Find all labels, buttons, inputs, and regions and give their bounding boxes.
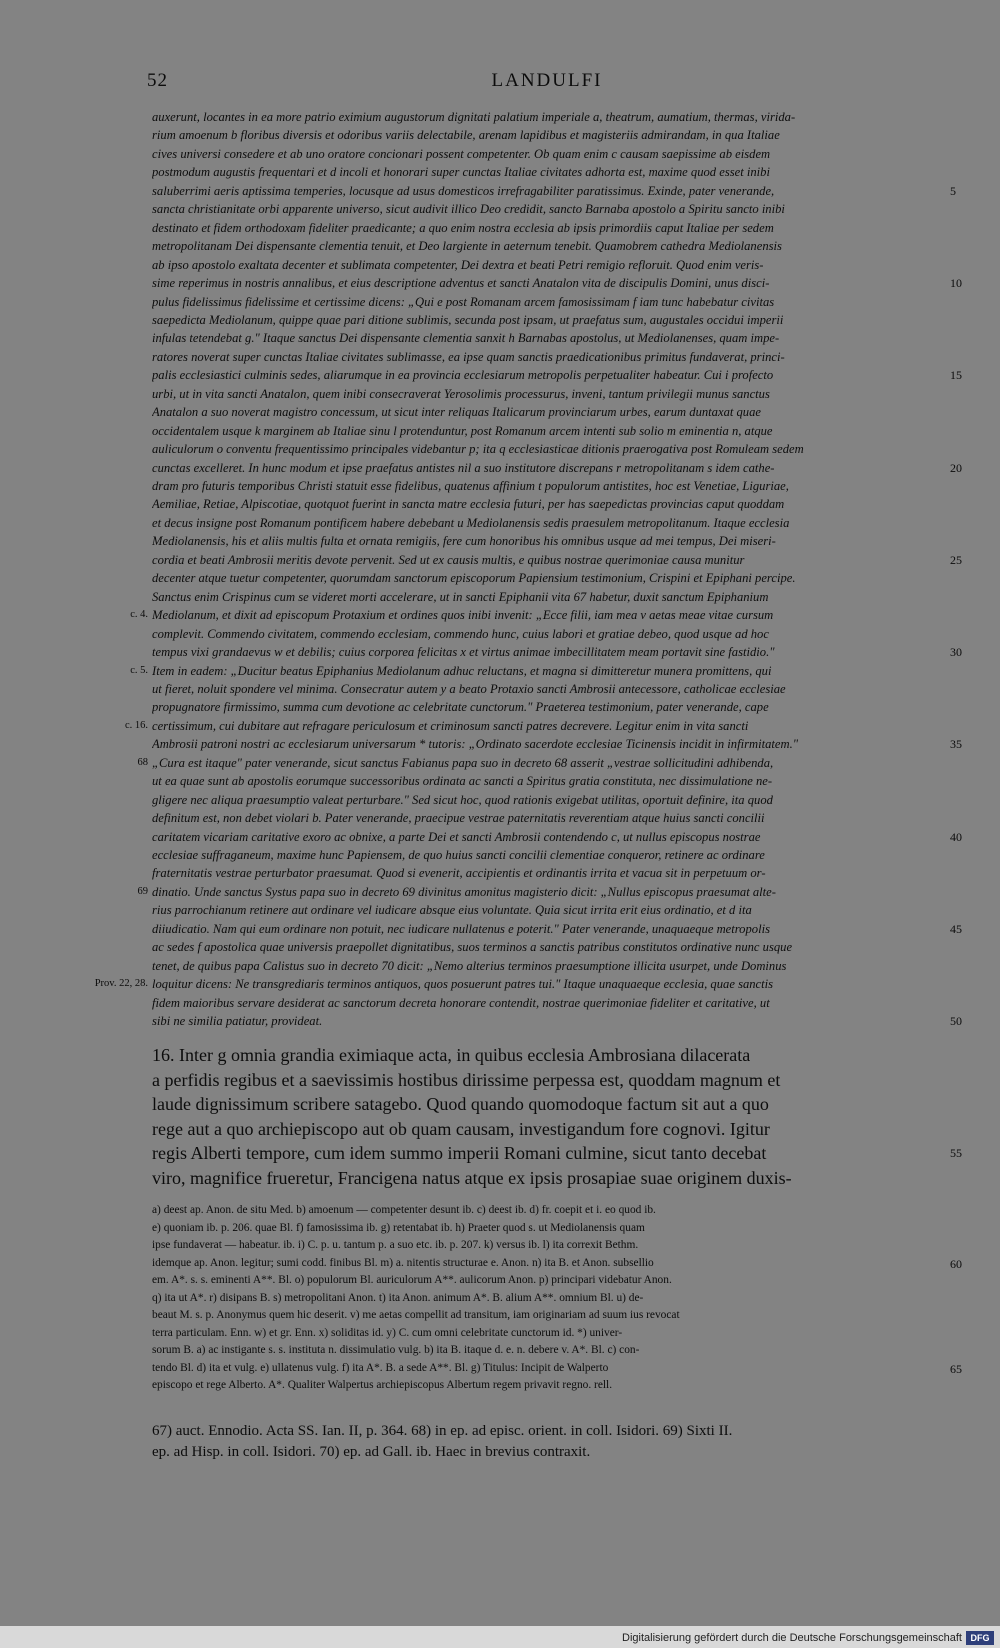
line-text: complevit. Commendo civitatem, commendo ecclesiam, commendo hunc, cuius labori et gratiae debeo, quod usque ad hoc: [152, 626, 769, 641]
footer-credit-text: Digitalisierung gefördert durch die Deutsche Forschungsgemeinschaft: [622, 1632, 962, 1644]
line-text: ratores noverat super cunctas Italiae civitates sublimasse, ea ipse quam sanctis praedicationibus primitus fundaverat, princi-: [152, 349, 785, 364]
line-number: 35: [950, 737, 962, 752]
line-text: occidentalem usque k marginem ab Italiae sinu l protenduntur, post Romanum arcem intenti sub solio m eminentia n, atque: [152, 423, 773, 438]
margin-reference: c. 4.: [130, 609, 148, 621]
line-number: 55: [950, 1146, 962, 1160]
line-text: propugnatore firmissimo, summa cum devotione ac celebritate cunctorum." Praeterea testimonium, pater venerande, cape: [152, 700, 769, 715]
ref-line-text: ep. ad Hisp. in coll. Isidori. 70) ep. ad Gall. ib. Haec in brevius contraxit.: [152, 1444, 591, 1460]
line-text: loquitur dicens: Ne transgrediaris terminos antiquos, quos posuerunt patres tui." Itaque unaquaeque ecclesia, quae sanctis: [152, 977, 774, 992]
note-line-text: e) quoniam ib. p. 206. quae Bl. f) famosissima ib. g) retentabat ib. h) Praeter quod s. ut Mediolanensis quam: [152, 1221, 645, 1234]
line-text: Aemiliae, Retiae, Alpiscotiae, quotquot fuerint in sancta matre ecclesia futuri, per has saepedictas provincias caput quoddam: [152, 497, 785, 512]
line-text: ut ea quae sunt ab apostolis eorumque successoribus ordinata ac sancti a Spiritus gratia constituta, nec dissimulatione ne-: [152, 774, 773, 789]
line-text: Ambrosii patroni nostri ac ecclesiarum universarum * tutoris: „Ordinato sacerdote ecclesiae Ticinensis incidit in infirmitatem.": [152, 737, 799, 752]
line-text: dram pro futuris temporibus Christi statuit esse fidelibus, quatenus affinium t populorum antistites, hoc est Venetiae, Liguriae,: [152, 479, 789, 493]
large-line-text: regis Alberti tempore, cum idem summo imperii Romani culmine, sicut tanto decebat: [152, 1143, 767, 1163]
large-line-text: a perfidis regibus et a saevissimis hostibus dirissime perpessa est, quoddam magnum et: [152, 1069, 781, 1090]
line-text: Mediolanensis, his et aliis multis fulta et ornata remigiis, fere cum honoribus his omnibus usque ad mei tempus, Dei miseri-: [152, 534, 776, 549]
line-text: fidem maioribus servare desiderat ac sanctorum decreta honorare contendit, nostrae querimoniae fideliter et caritative, ut: [152, 995, 770, 1010]
line-text: certissimum, cui dubitare aut refragare periculosum et criminosum sancti patres decrevere. Legitur enim in vita sancti: [152, 718, 749, 733]
margin-reference: 69: [137, 885, 148, 897]
line-text: dinatio. Unde sanctus Systus papa suo in decreto 69 divinitus amonitus magisterio dicit: „Nullus episcopus praesumat alte-: [152, 884, 776, 899]
note-line-text: q) ita ut A*. r) disipans B. s) metropolitani Anon. t) ita Anon. animum A*. B. alium A**. omnium Bl. u) de-: [152, 1291, 644, 1304]
line-number: 50: [950, 1014, 962, 1029]
line-text: postmodum augustis frequentari et d incoli et honorari super cunctas Italiae civitates adhorta est, maxime quod esset inibi: [152, 165, 770, 180]
line-number: 40: [950, 829, 962, 844]
line-number: 65: [950, 1361, 962, 1376]
note-line-text: em. A*. s. s. eminenti A**. Bl. o) populorum Bl. auriculorum A**. aulicorum Anon. p) principari videbatur Anon.: [152, 1274, 672, 1286]
line-text: decenter atque tuetur competenter, quorumdam sanctorum episcoporum Papiensium testimonium, Crispini et Epiphani percipe.: [152, 571, 796, 586]
line-text: „Cura est itaque" pater venerande, sicut sanctus Fabianus papa suo in decreto 68 asserit „vestrae sollicitudini adhibenda,: [152, 755, 774, 770]
line-text: Mediolanum, et dixit ad episcopum Protaxium et ordines quos inibi invenit: „Ecce filii, iam mea v aetas meae vitae cursum: [152, 608, 774, 623]
line-text: sime reperimus in nostris annalibus, et eius descriptione adventus et sancti Anatalon vita de discipulis Domini, unus disci-: [152, 276, 770, 291]
line-text: definitum est, non debet violari b. Pater venerande, praecipue vestrae paternitatis reverentiam atque huius sancti concilii: [152, 811, 765, 826]
note-line-text: tendo Bl. d) ita et vulg. e) ullatenus vulg. f) ita A*. B. a sede A**. Bl. g) Titulus: Incipit de Walperto: [152, 1361, 609, 1374]
footer-bar: [0, 1626, 1000, 1648]
dfg-logo: DFG: [966, 1631, 994, 1645]
note-line-text: ipse fundaverat — habeatur. ib. i) C. p. u. tantum p. a suo etc. ib. p. 207. k) versus ib. l) ita correxit Bethm.: [152, 1239, 639, 1251]
line-text: urbi, ut in vita sancti Anatalon, quem inibi consecraverat Yerosolimis processurus, inveni, tantum privilegii munus sanctus: [152, 386, 770, 401]
line-text: ut fieret, noluit spondere vel minima. Consecratur autem y a beato Protaxio sancti Ambrosii antecessore, catholicae ecclesiae: [152, 681, 786, 696]
line-text: rium amoenum b floribus diversis et odoribus variis delectabile, arenam lapidibus et magisteriis admirandam, in qua Italiae: [152, 128, 780, 143]
line-text: tempus vixi grandaevus w et debilis; cuius corporea felicitas x et virtus animae imbecillitatem meam portavit sine fastidio.": [152, 645, 775, 660]
page-header: [147, 70, 947, 96]
line-text: cives universi consedere et ab uno oratore concionari possent competenter. Ob quam enim c causam saepissime ab eisdem: [152, 146, 771, 161]
line-text: sancta christianitate orbi apparente universo, sicut audivit illico Deo credidit, sancto Barnaba apostolo a Spiritu sancto inibi: [152, 202, 785, 217]
line-text: saepedicta Mediolanum, quippe quae pari ditione sublimis, secunda post ipsam, ut praefatus sum, augustales occidui imperii: [152, 312, 784, 327]
running-title: LANDULFI: [491, 70, 603, 91]
line-text: ecclesiae suffraganeum, maxime hunc Papiensem, de quo huius sancti concilii clementiae conqueror, retinere ac ordinare: [152, 848, 765, 862]
line-text: cordia et beati Ambrosii meritis devote pervenit. Sed ut ex causis multis, e quibus nostrae querimoniae causa munitur: [152, 552, 745, 567]
line-text: auliculorum o conventu frequentissimo principales videbantur p; ita q ecclesiasticae ditionis praerogativa post Romuleam sedem: [152, 442, 804, 457]
line-text: Anatalon a suo noverat magistro concessum, ut sicut inter reliquas Italicarum provinciarum urbes, earum duntaxat quae: [152, 405, 761, 420]
line-text: caritatem vicariam caritative exoro ac obnixe, a parte Dei et sancti Ambrosii contendendo c, ut nullus episcopus nostrae: [152, 829, 761, 844]
line-number: 10: [950, 276, 962, 291]
line-text: gligere nec aliqua praesumptio valeat perturbare." Sed sicut hoc, quod rationis exigebat utilitas, oportuit definire, ita quod: [152, 792, 773, 807]
line-text: palis ecclesiastici culminis sedes, aliarumque in ea provincia ecclesiarum metropolis perpetualiter habeatur. Cui i profecto: [152, 368, 774, 383]
line-number: 45: [950, 921, 962, 936]
margin-reference: c. 5.: [130, 664, 148, 676]
line-text: destinato et fidem orthodoxam fideliter praedicante; a quo enim nostra ecclesia ab ipsis primordiis caput Italiae per sedem: [152, 220, 774, 235]
margin-reference: Prov. 22, 28.: [94, 978, 148, 990]
line-number: 60: [950, 1256, 962, 1271]
note-line-text: a) deest ap. Anon. de situ Med. b) amoenum — competenter desunt ib. c) deest ib. d) fr. coepit et i. eo quod ib.: [152, 1204, 656, 1216]
line-text: tenet, de quibus papa Calistus suo in decreto 70 dicit: „Nemo alterius terminos praesumptione illicita usurpet, unde Dominus: [152, 958, 787, 973]
line-text: cunctas excelleret. In hunc modum et ipse praefatus antistes nil a suo institutore discrepans r metropolitanam s idem cathe-: [152, 460, 775, 475]
line-text: pulus fidelissimus fidelissime et certissime dicens: „Qui e post Romanam arcem famosissimam f iam tunc habebatur civitas: [152, 294, 775, 309]
ref-line-text: 67) auct. Ennodio. Acta SS. Ian. II, p. 364. 68) in ep. ad episc. orient. in coll. Isidori. 69) Sixti II.: [152, 1423, 733, 1439]
line-text: sibi ne similia patiatur, provideat.: [152, 1014, 323, 1029]
line-text: et decus insigne post Romanum pontificem habere debebant u Mediolanensis sedis praesulem metropolitanum. Itaque ecclesia: [152, 515, 790, 530]
page-number: 52: [147, 70, 168, 91]
line-text: Item in eadem: „Ducitur beatus Epiphanius Mediolanum adhuc reluctans, et magna si dimitteretur munera promittens, qui: [152, 663, 772, 678]
line-text: saluberrimi aeris aptissima temperies, locusque ad usus domesticos irrefragabiliter paratissimus. Exinde, pater venerande,: [152, 183, 775, 198]
line-text: infulas tetendebat g." Itaque sanctus Dei dispensante clementia sanxit h Barnabas apostolus, ut Mediolanenses, quam impe-: [152, 331, 780, 346]
note-line-text: episcopo et rege Alberto. A*. Qualiter Walpertus archiepiscopus Albertum regem privavit regno. rell.: [152, 1379, 613, 1391]
margin-reference: c. 16.: [124, 719, 148, 731]
line-number: 20: [950, 460, 962, 475]
note-line-text: sorum B. a) ac instigante s. s. instituta n. dissimulatio vulg. b) ita B. itaque d. e. n. debere v. A*. Bl. c) con-: [152, 1344, 640, 1356]
margin-reference: 68: [137, 756, 148, 768]
line-text: diiudicatio. Nam qui eum ordinare non potuit, nec iudicare nullatenus e poterit." Pater venerande, unaquaeque metropolis: [152, 921, 770, 936]
note-line-text: idemque ap. Anon. legitur; sumi codd. finibus Bl. m) a. nitentis structurae e. Anon. n) ita B. et Anon. subsellio: [152, 1256, 654, 1269]
line-number: 30: [950, 645, 962, 660]
line-text: fraternitatis vestrae perturbator praesumat. Quod si evenerit, accipientis et ordinantis irrita et vacua sit in perpetuum or-: [152, 866, 766, 881]
line-text: ac sedes f apostolica quae universis praepollet dignitatibus, suos terminos a sanctis patribus constitutos ordinative nunc usque: [152, 940, 793, 955]
line-text: rius parrochianum retinere aut ordinare vel iudicare absque eius voluntate. Quia sicut irrita erit eius ordinatio, et d ita: [152, 903, 752, 918]
line-text: metropolitanam Dei dispensante clementia tenuit, et Deo largiente in aeternum tenebit. Quamobrem cathedra Mediolanensis: [152, 239, 782, 254]
line-text: auxerunt, locantes in ea more patrio eximium augustorum dignitati palatium imperiale a, theatrum, aumatium, thermas, virida-: [152, 110, 796, 124]
note-line-text: beaut M. s. p. Anonymus quem hic deserit. v) me aetas compellit ad transitum, iam originariam ad suum ius revocat: [152, 1309, 680, 1321]
line-number: 25: [950, 552, 962, 567]
line-number: 5: [950, 183, 956, 198]
line-text: Sanctus enim Crispinus cum se videret morti accelerare, ut in sancti Epiphanii vita 67 habetur, duxit sanctum Epiphanium: [152, 589, 769, 604]
large-line-text: rege aut a quo archiepiscopo aut ob quam causam, investigandum fore cognovi. Igitur: [152, 1118, 770, 1139]
line-text: ab ipso apostolo exaltata decenter et sublimata competenter, Dei dextra et beati Petri remigio refloruit. Quod enim veris-: [152, 257, 764, 272]
large-line-text: laude dignissimum scribere satagebo. Quod quando quomodoque factum sit aut a quo: [152, 1094, 769, 1114]
large-line-text: viro, magnifice frueretur, Francigena natus atque ex ipsis prosapiae suae originem duxis-: [152, 1167, 792, 1188]
line-number: 15: [950, 368, 962, 383]
note-line-text: terra particulam. Enn. w) et gr. Enn. x) soliditas id. y) C. cum omni celebritate cunctorum id. *) univer-: [152, 1326, 623, 1339]
large-line-text: 16. Inter g omnia grandia eximiaque acta, in quibus ecclesia Ambrosiana dilacerata: [152, 1045, 751, 1065]
